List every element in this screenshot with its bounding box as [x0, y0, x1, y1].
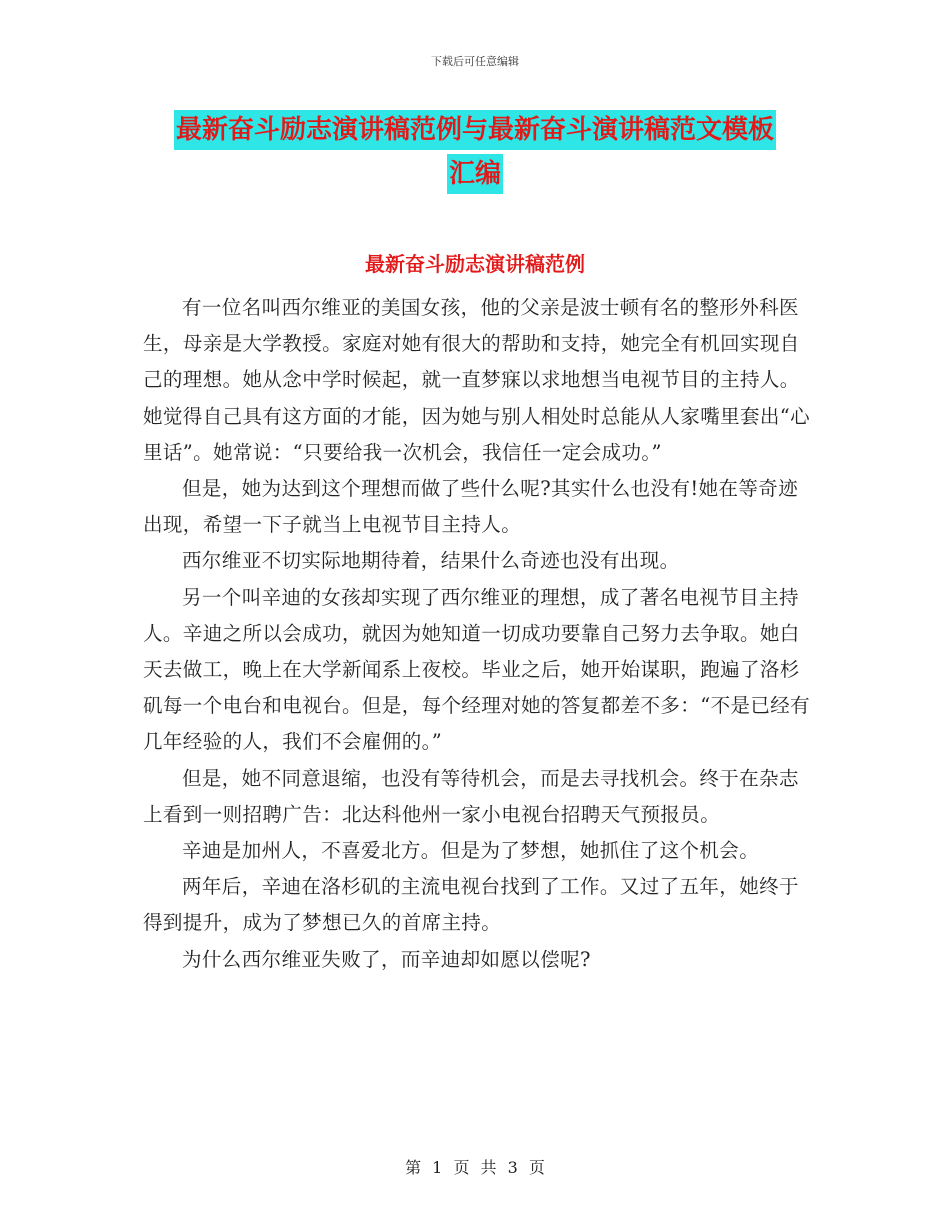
paragraph: 但是，她不同意退缩，也没有等待机会，而是去寻找机会。终于在杂志上看到一则招聘广告：北达科他州一家小电视台招聘天气预报员。 — [143, 766, 799, 826]
paragraph: 有一位名叫西尔维亚的美国女孩，他的父亲是波士顿有名的整形外科医生，母亲是大学教授。家庭对她有很大的帮助和支持，她完全有机回实现自己的理想。她从念中学时候起，就一直梦寐以求地想当电视节目的主持人。她觉得自己具有这方面的才能，因为她与别人相处时总能从人家嘴里套出“心里话”。她常说：“只要给我一次机会，我信任一定会成功。” — [143, 296, 811, 464]
page-header: 下载后可任意编辑 — [431, 55, 519, 68]
paragraph: 但是，她为达到这个理想而做了些什么呢?其实什么也没有!她在等奇迹出现，希望一下子就当上电视节目主持人。 — [143, 477, 799, 537]
title-line-2: 汇编 — [447, 154, 503, 194]
section-title: 最新奋斗励志演讲稿范例 — [365, 252, 585, 276]
paragraph: 两年后，辛迪在洛杉矶的主流电视台找到了工作。又过了五年，她终于得到提升，成为了梦想已久的首席主持。 — [143, 875, 799, 935]
title-line-1: 最新奋斗励志演讲稿范例与最新奋斗演讲稿范文模板 — [174, 110, 776, 150]
document-title — [150, 108, 800, 196]
paragraph: 西尔维亚不切实际地期待着，结果什么奇迹也没有出现。 — [182, 549, 680, 573]
page-footer: 第 1 页 共 3 页 — [405, 1158, 545, 1177]
paragraph: 辛迪是加州人，不喜爱北方。但是为了梦想，她抓住了这个机会。 — [182, 839, 760, 863]
paragraph: 为什么西尔维亚失败了，而辛迪却如愿以偿呢? — [182, 947, 591, 971]
paragraph: 另一个叫辛迪的女孩却实现了西尔维亚的理想，成了著名电视节目主持人。辛迪之所以会成功，就因为她知道一切成功要靠自己努力去争取。她白天去做工，晚上在大学新闻系上夜校。毕业之后，她开始谋职，跑遍了洛杉矶每一个电台和电视台。但是，每个经理对她的答复都差不多：“不是已经有几年经验的人，我们不会雇佣的。” — [143, 585, 811, 754]
body-text — [143, 290, 811, 978]
